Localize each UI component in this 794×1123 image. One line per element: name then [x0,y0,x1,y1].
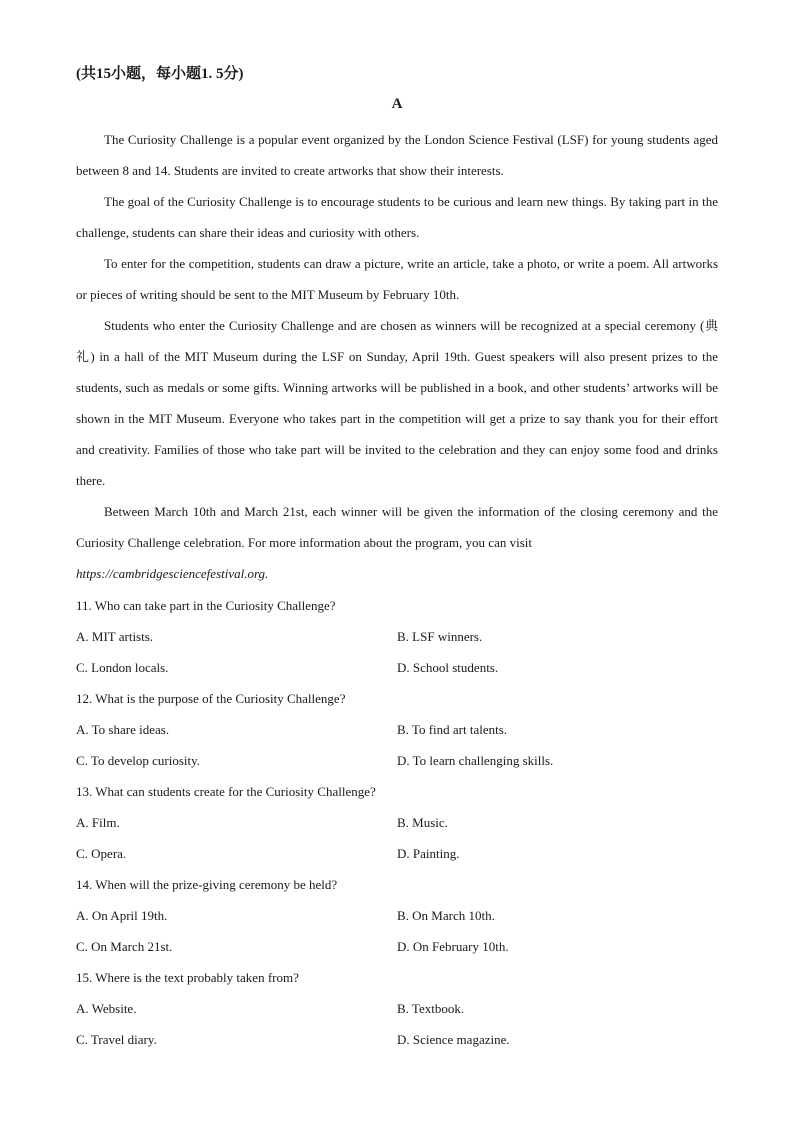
option-row [76,993,718,1024]
question-14 [76,869,718,962]
option-a[interactable]: A. Website. [76,1001,137,1016]
option-b[interactable]: B. LSF winners. [397,629,483,644]
passage-paragraph-5: Between March 10th and March 21st, each winner will be given the information of the closing ceremony and the Curiosity Challenge celebration. For more information about the program, you can visit [76,504,718,550]
option-row [76,745,718,776]
option-d[interactable]: D. School students. [397,660,499,675]
option-d[interactable]: D. To learn challenging skills. [397,753,554,768]
passage-paragraph-1: The Curiosity Challenge is a popular event organized by the London Science Festival (LSF) for young students aged between 8 and 14. Students are invited to create artworks that show their interests. [76,132,718,178]
reading-passage [76,124,718,589]
question-stem: 14. When will the prize-giving ceremony be held? [76,877,338,892]
option-b[interactable]: B. To find art talents. [397,722,508,737]
option-a[interactable]: A. To share ideas. [76,722,170,737]
passage-paragraph-2: The goal of the Curiosity Challenge is to encourage students to be curious and learn new things. By taking part in the challenge, students can share their ideas and curiosity with others. [76,194,718,240]
program-url[interactable]: https://cambridgesciencefestival.org. [76,566,269,581]
passage-paragraph-3: To enter for the competition, students can draw a picture, write an article, take a photo, or write a poem. All artworks or pieces of writing should be sent to the MIT Museum by February 10th. [76,256,718,302]
option-row [76,931,718,962]
question-stem: 11. Who can take part in the Curiosity Challenge? [76,598,336,613]
question-15 [76,962,718,1055]
option-c[interactable]: C. To develop curiosity. [76,753,201,768]
option-c[interactable]: C. On March 21st. [76,939,173,954]
passage-label: A [391,96,403,112]
option-c[interactable]: C. London locals. [76,660,169,675]
option-row [76,652,718,683]
option-d[interactable]: D. Painting. [397,846,460,861]
option-row [76,714,718,745]
option-a[interactable]: A. On April 19th. [76,908,168,923]
option-c[interactable]: C. Opera. [76,846,127,861]
option-d[interactable]: D. Science magazine. [397,1032,510,1047]
option-row [76,838,718,869]
question-stem: 15. Where is the text probably taken from? [76,970,299,985]
question-12 [76,683,718,776]
section-header: (共15小题，每小题1. 5分) [76,66,244,82]
passage-paragraph-4: Students who enter the Curiosity Challenge and are chosen as winners will be recognized at a special ceremony (典礼) in a hall of the MIT Museum during the LSF on Sunday, April 19th. Guest speakers will also present prizes to the students, such as medals or some gifts. Winning artworks will be published in a book, and other students’ artworks will be shown in the MIT Museum. Everyone who takes part in the competition will get a prize to say thank you for their effort and creativity. Families of those who take part will be invited to the celebration and they can enjoy some food and drinks there. [76,318,718,488]
option-c[interactable]: C. Travel diary. [76,1032,157,1047]
option-a[interactable]: A. Film. [76,815,120,830]
question-13 [76,776,718,869]
option-row [76,621,718,652]
option-b[interactable]: B. Textbook. [397,1001,465,1016]
option-row [76,1024,718,1055]
option-d[interactable]: D. On February 10th. [397,939,509,954]
option-a[interactable]: A. MIT artists. [76,629,154,644]
option-row [76,807,718,838]
question-list [76,590,718,1055]
option-row [76,900,718,931]
question-11 [76,590,718,683]
option-b[interactable]: B. On March 10th. [397,908,495,923]
question-stem: 13. What can students create for the Curiosity Challenge? [76,784,376,799]
question-stem: 12. What is the purpose of the Curiosity Challenge? [76,691,346,706]
option-b[interactable]: B. Music. [397,815,448,830]
